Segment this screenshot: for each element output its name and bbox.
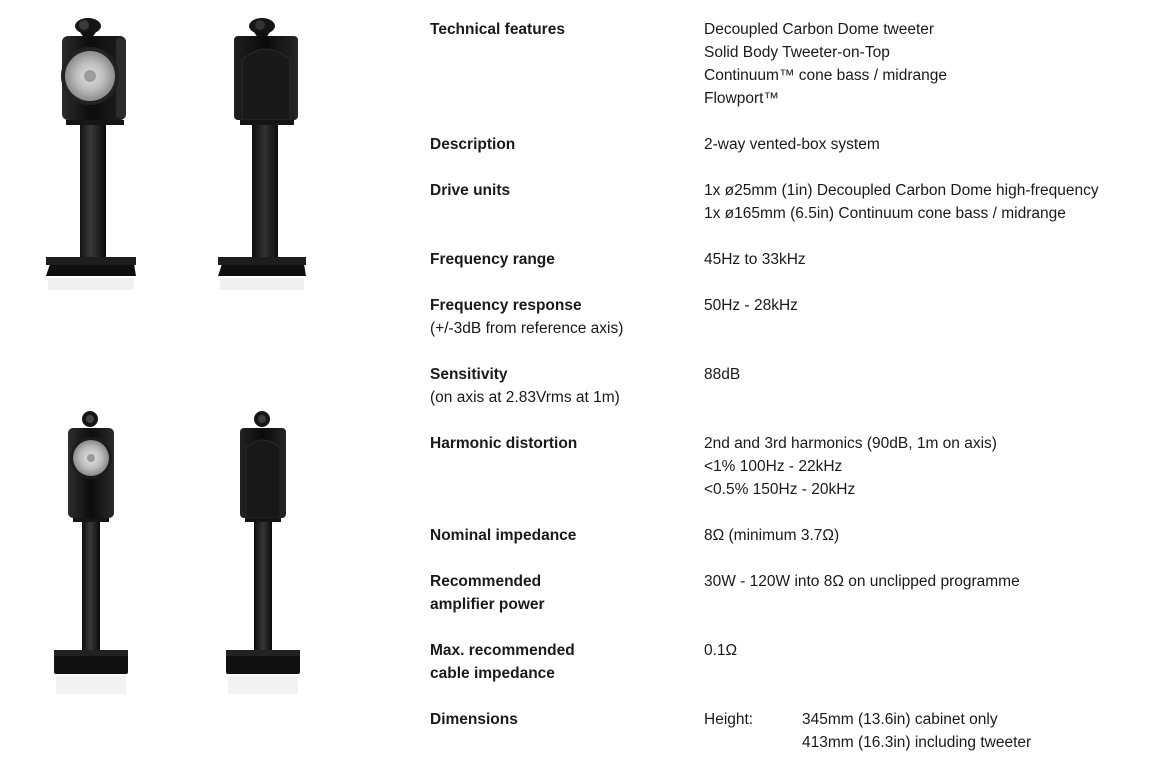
spec-value: Solid Body Tweeter-on-Top [704,44,890,61]
spec-label: Max. recommended [430,642,575,659]
spec-value: Continuum™ cone bass / midrange [704,67,947,84]
spec-value: 345mm (13.6in) cabinet only [802,711,998,728]
spec-row-frequency-response [430,294,1140,340]
speaker-back-large-image [210,16,314,308]
spec-value: 88dB [704,366,741,383]
spec-label: Dimensions [430,711,518,728]
spec-value: 8Ω (minimum 3.7Ω) [704,527,840,544]
speaker-front-large-image [36,16,140,308]
spec-label: Harmonic distortion [430,435,578,452]
spec-row-sensitivity [430,363,1140,409]
spec-label: Description [430,136,516,153]
spec-row-nominal-impedance [430,524,1140,547]
spec-label: Frequency response [430,297,582,314]
dimensions-height [704,708,1140,754]
spec-row-frequency-range [430,248,1140,271]
spec-label: Nominal impedance [430,527,577,544]
dimensions-height-label: Height: [704,711,754,728]
spec-value: <1% 100Hz - 22kHz [704,458,843,475]
spec-row-harmonic-distortion [430,432,1140,501]
spec-row-description [430,133,1140,156]
spec-value: 0.1Ω [704,642,738,659]
spec-value: 413mm (16.3in) including tweeter [802,734,1032,751]
spec-label: Drive units [430,182,511,199]
spec-label-note: (on axis at 2.83Vrms at 1m) [430,389,620,406]
spec-table [430,18,1140,754]
spec-value: 1x ø165mm (6.5in) Continuum cone bass / midrange [704,205,1066,222]
spec-value: 50Hz - 28kHz [704,297,798,314]
spec-value: 1x ø25mm (1in) Decoupled Carbon Dome high-frequency [704,182,1099,199]
spec-value: 45Hz to 33kHz [704,251,806,268]
spec-row-max-cable-impedance [430,639,1140,685]
spec-row-recommended-amplifier-power [430,570,1140,616]
spec-value: 2-way vented-box system [704,136,880,153]
spec-value: 30W - 120W into 8Ω on unclipped programme [704,573,1020,590]
spec-value: <0.5% 150Hz - 20kHz [704,481,856,498]
spec-value: Flowport™ [704,90,779,107]
spec-label: Frequency range [430,251,555,268]
spec-label: Recommended [430,573,542,590]
spec-row-dimensions [430,708,1140,754]
speaker-back-small-image [218,410,306,710]
spec-label-note: (+/-3dB from reference axis) [430,320,624,337]
spec-label-continued: cable impedance [430,665,555,682]
spec-label: Sensitivity [430,366,508,383]
spec-row-drive-units [430,179,1140,225]
spec-value: Decoupled Carbon Dome tweeter [704,21,935,38]
speaker-front-small-image [46,410,134,710]
spec-row-technical-features [430,18,1140,110]
spec-label: Technical features [430,21,565,38]
spec-label-continued: amplifier power [430,596,545,613]
spec-value: 2nd and 3rd harmonics (90dB, 1m on axis) [704,435,997,452]
